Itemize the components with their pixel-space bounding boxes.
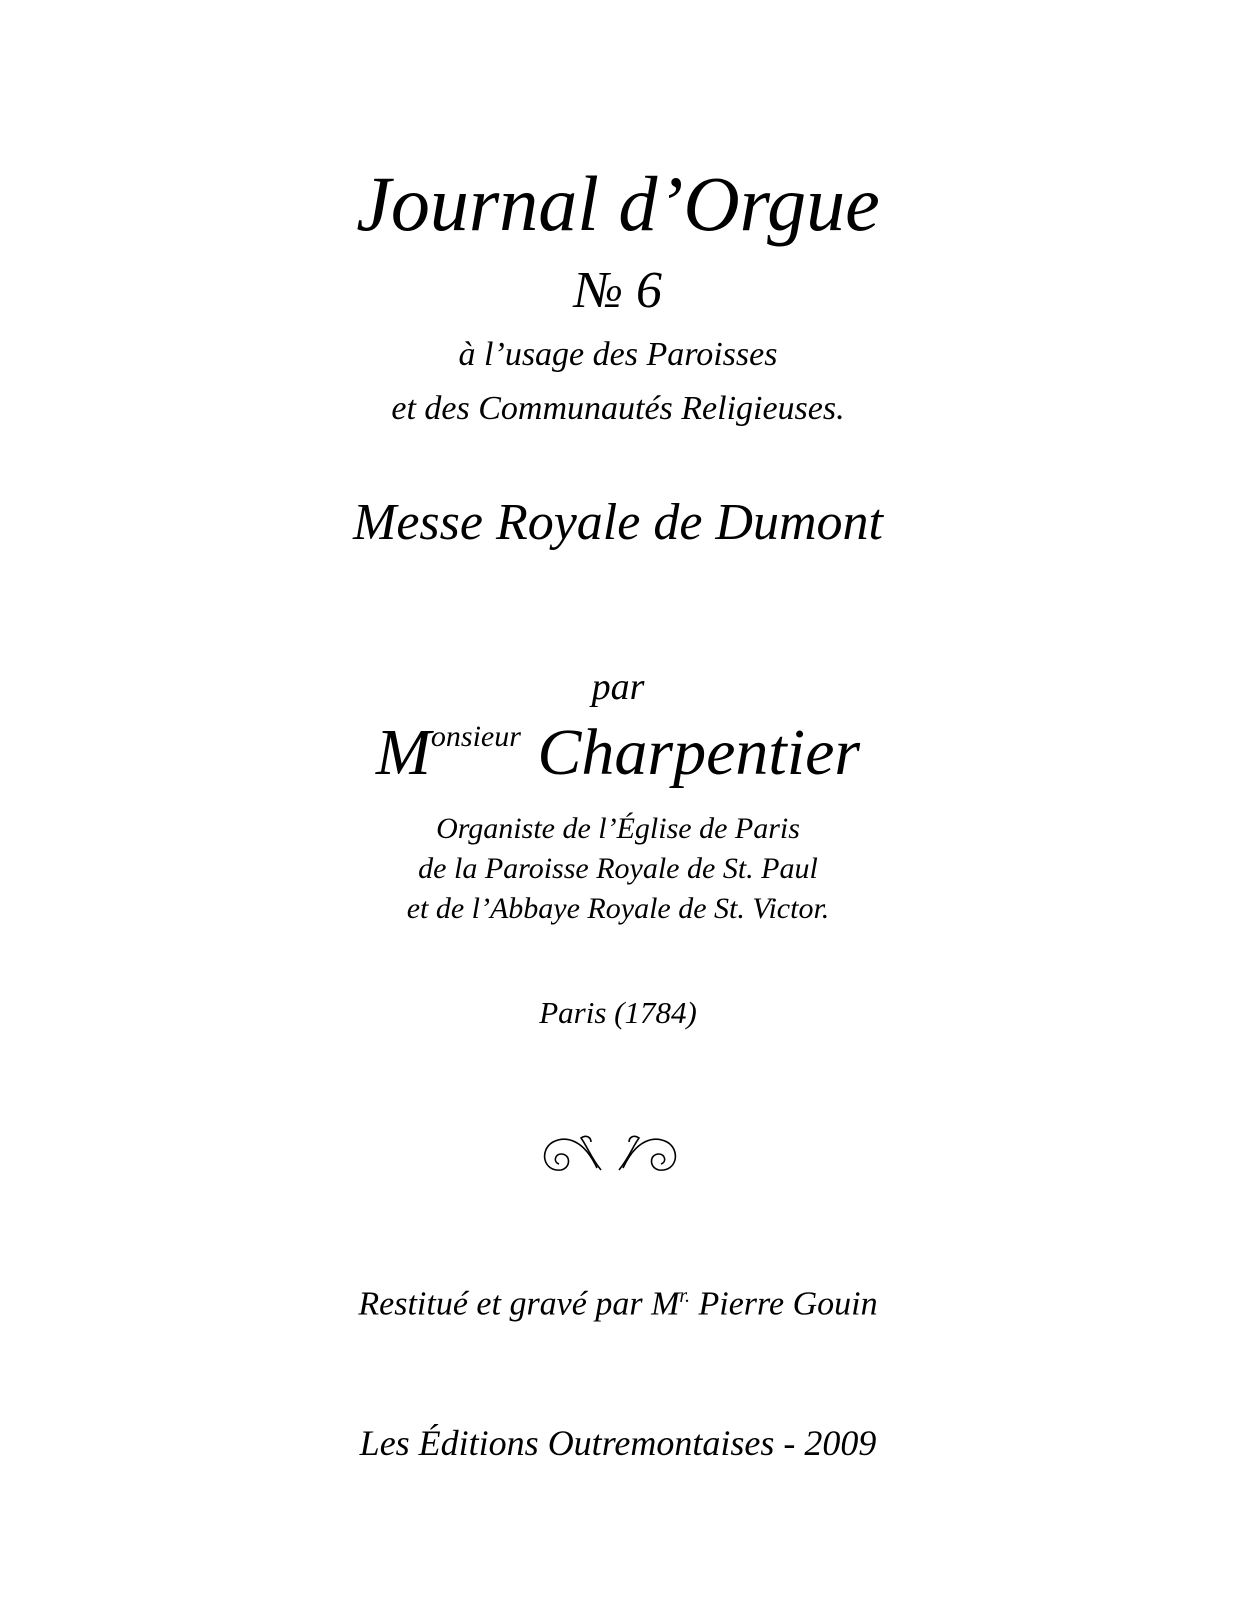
subtitle-line-1: à l’usage des Paroisses — [458, 336, 778, 373]
credit-text: Restitué et gravé par M — [358, 1285, 680, 1323]
author — [0, 716, 1236, 789]
engraver-name: Pierre Gouin — [698, 1285, 878, 1323]
engraver-credit — [0, 1286, 1236, 1321]
author-position-1: Organiste de l’Église de Paris — [436, 812, 800, 845]
publisher: Les Éditions Outremontaises - 2009 — [359, 1423, 877, 1463]
place-date: Paris (1784) — [539, 995, 697, 1030]
work-title: Messe Royale de Dumont — [353, 494, 883, 551]
volume-number: № 6 — [573, 262, 663, 319]
author-position-2: de la Paroisse Royale de St. Paul — [418, 852, 818, 885]
fleuron-ornament-icon — [535, 1128, 685, 1178]
author-position-3: et de l’Abbaye Royale de St. Victor. — [406, 892, 830, 925]
credit-superscript: r. — [679, 1285, 690, 1307]
honorific-initial: M — [375, 716, 431, 789]
by-label: par — [591, 666, 645, 708]
document-title: Journal d’Orgue — [356, 160, 880, 247]
author-name: Charpentier — [537, 716, 861, 789]
subtitle-line-2: et des Communautés Religieuses. — [391, 390, 845, 427]
honorific-rest: onsieur — [430, 720, 521, 753]
